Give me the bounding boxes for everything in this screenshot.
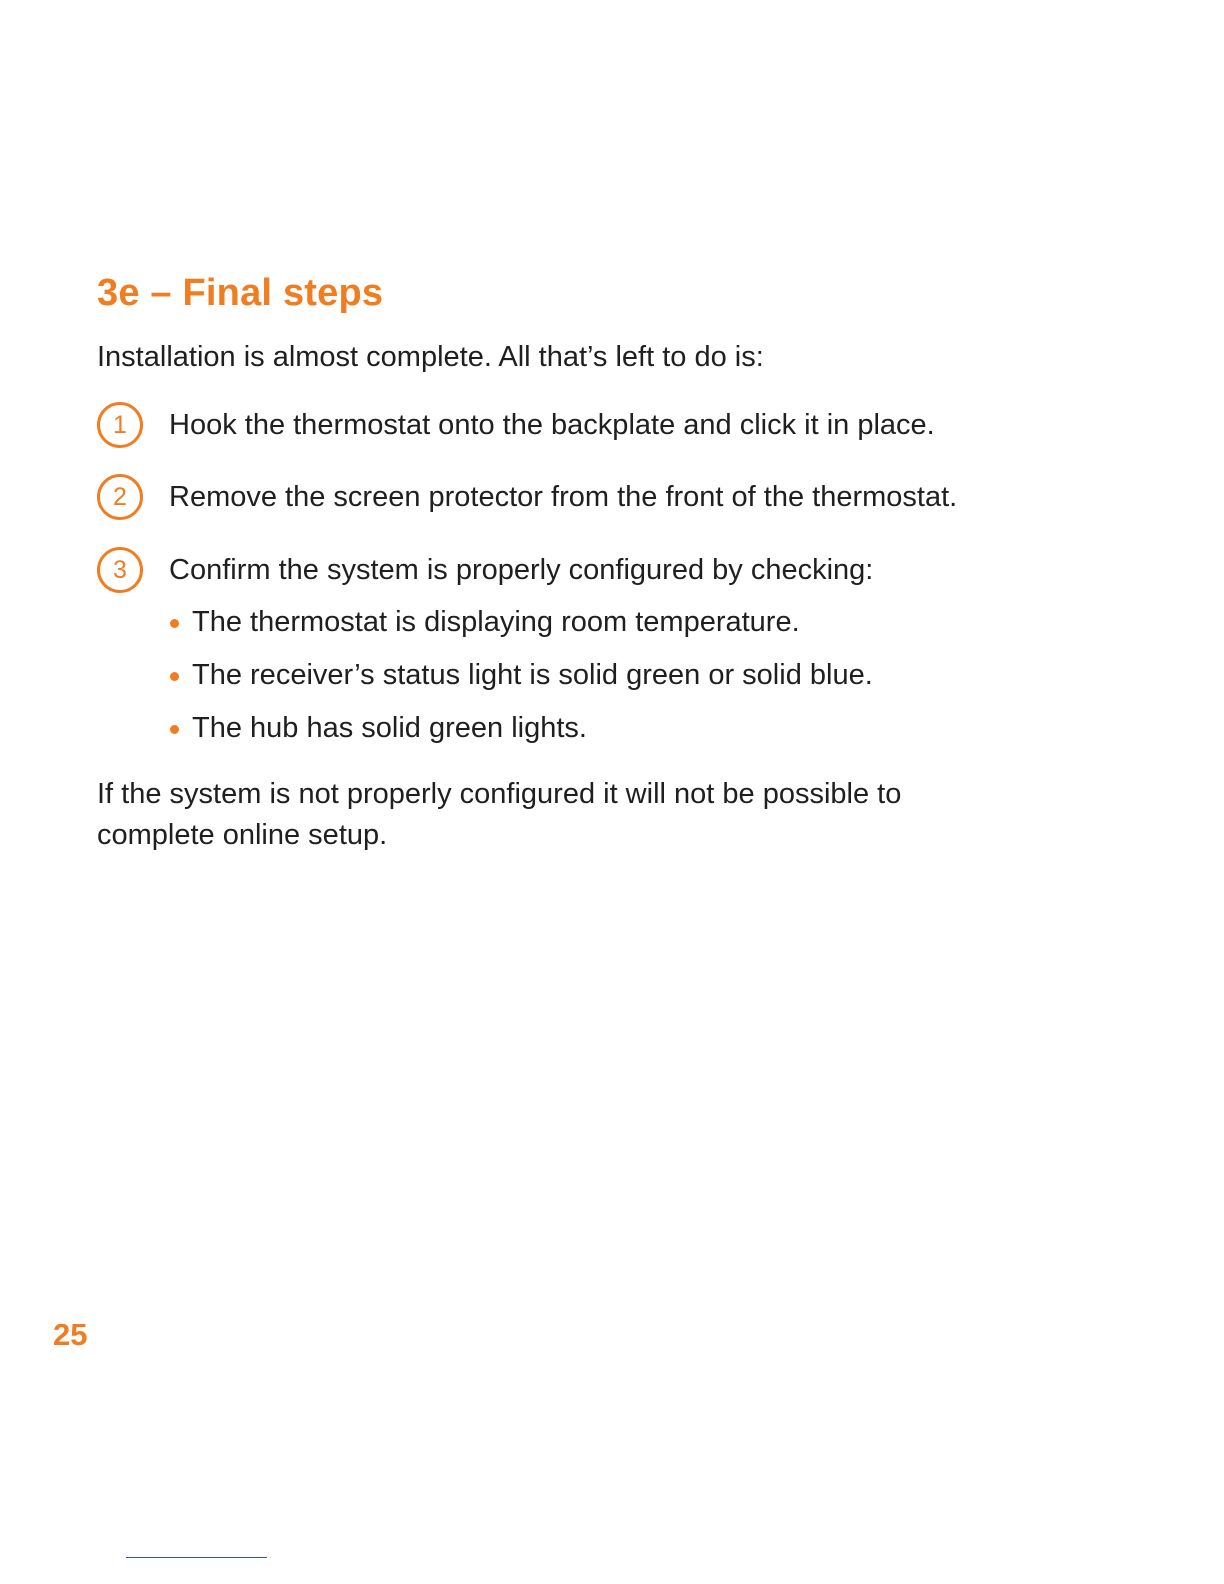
page-number: 25 [53, 1317, 88, 1352]
step-2-number-badge: 2 [97, 474, 143, 520]
bullet-dot-icon [170, 725, 179, 734]
check-item-text: The receiver’s status light is solid green or solid blue. [192, 658, 873, 691]
step-2 [97, 473, 957, 521]
check-item-thermostat [170, 603, 800, 641]
footer-divider [126, 1557, 267, 1558]
step-2-text: Remove the screen protector from the front of the thermostat. [169, 480, 958, 513]
configuration-note: If the system is not properly configured it will not be possible to complete online setup. [97, 778, 902, 851]
check-item-receiver [170, 656, 873, 694]
check-item-hub [170, 709, 587, 747]
step-1 [97, 401, 935, 449]
bullet-dot-icon [170, 619, 179, 628]
intro-text: Installation is almost complete. All that’s left to do is: [97, 341, 764, 373]
check-item-text: The hub has solid green lights. [192, 711, 587, 744]
step-1-text: Hook the thermostat onto the backplate and click it in place. [169, 408, 935, 441]
step-1-number-badge: 1 [97, 402, 143, 448]
step-3-number-badge: 3 [97, 547, 143, 593]
step-3 [97, 546, 873, 594]
check-item-text: The thermostat is displaying room temperature. [192, 605, 800, 638]
bullet-dot-icon [170, 672, 179, 681]
section-heading: 3e – Final steps [97, 272, 384, 314]
step-3-text: Confirm the system is properly configured by checking: [169, 553, 874, 586]
